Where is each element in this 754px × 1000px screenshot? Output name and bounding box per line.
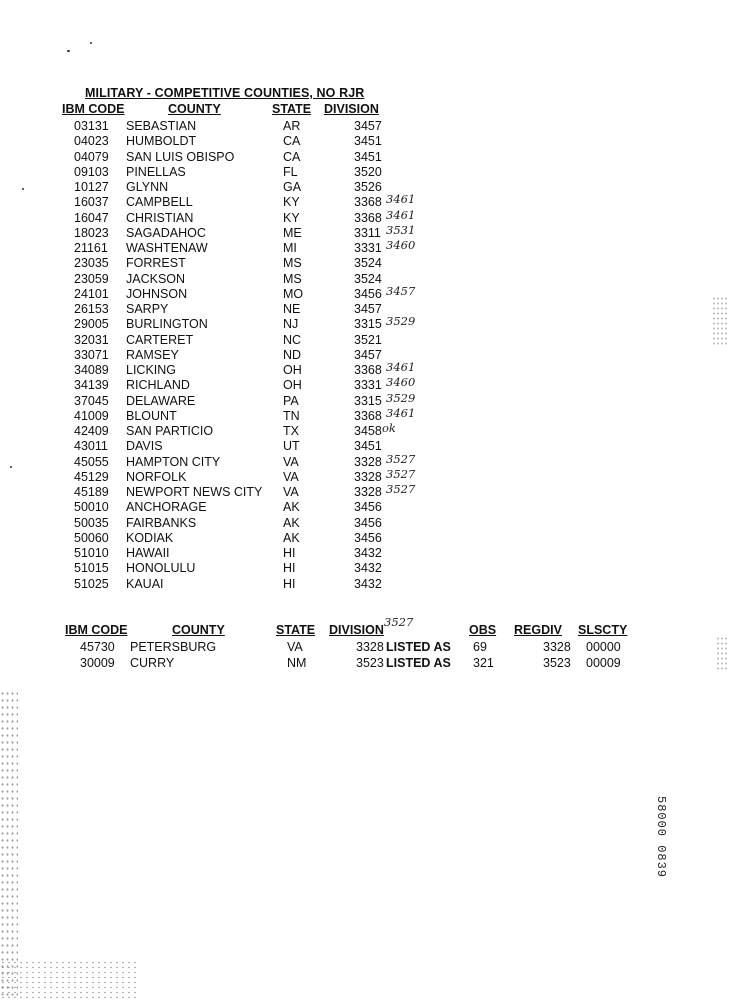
- table2-header-slscty: SLSCTY: [578, 623, 628, 637]
- state-cell: MS: [283, 271, 302, 286]
- division-cell: 3457: [354, 347, 382, 362]
- table2-header-regdiv: REGDIV: [514, 623, 562, 637]
- division-cell: 3331: [354, 241, 382, 255]
- ibm-code-cell: 51025: [74, 576, 109, 591]
- county-cell: CURRY: [130, 655, 175, 670]
- county-cell: NORFOLK: [126, 469, 187, 484]
- table-row: [0, 333, 754, 348]
- table-row: [0, 134, 754, 149]
- scan-speck: [90, 42, 92, 44]
- ibm-code-cell: 10127: [74, 180, 109, 194]
- county-cell: HUMBOLDT: [126, 134, 197, 149]
- division-cell: 3521: [354, 332, 382, 347]
- division-cell: 3368: [354, 195, 382, 210]
- table-row: [0, 192, 754, 210]
- ibm-code-cell: 50035: [74, 515, 109, 530]
- ibm-code-cell: 30009: [80, 655, 115, 670]
- division-cell: 3456: [354, 530, 382, 545]
- county-cell: DAVIS: [126, 439, 163, 454]
- state-cell: PA: [283, 393, 299, 408]
- division-cell: 3331: [354, 378, 382, 393]
- county-cell: LICKING: [126, 363, 177, 377]
- division-cell: 3328: [354, 469, 382, 484]
- state-cell: ME: [283, 225, 302, 240]
- county-cell: HAWAII: [126, 546, 170, 560]
- division-cell: 3524: [354, 256, 382, 271]
- county-cell: CARTERET: [126, 332, 194, 347]
- ibm-code-cell: 16047: [74, 210, 109, 225]
- county-cell: RAMSEY: [126, 347, 179, 362]
- state-cell: VA: [283, 485, 299, 499]
- division-cell: 3328: [354, 454, 382, 469]
- division-cell: 3368: [354, 363, 382, 377]
- slscty-cell: 00009: [586, 655, 621, 670]
- ibm-code-cell: 50060: [74, 530, 109, 545]
- state-cell: OH: [283, 378, 302, 393]
- county-cell: HONOLULU: [126, 561, 196, 576]
- table2-header-handwritten-note: 3527: [384, 615, 414, 629]
- table-row: [0, 577, 754, 592]
- table2-header-division: DIVISION: [329, 623, 384, 637]
- division-cell: 3456: [354, 500, 382, 515]
- county-cell: GLYNN: [126, 180, 169, 194]
- handwritten-division-note: 3461: [386, 207, 416, 222]
- scan-speck: [22, 188, 24, 190]
- table-row: [0, 656, 754, 671]
- county-cell: BLOUNT: [126, 408, 177, 423]
- handwritten-division-note: 3461: [386, 360, 416, 374]
- state-cell: CA: [283, 149, 301, 164]
- table-row: [0, 375, 754, 393]
- table-row: [0, 500, 754, 515]
- county-cell: CHRISTIAN: [126, 210, 194, 225]
- division-cell: 3520: [354, 164, 382, 179]
- county-cell: HAMPTON CITY: [126, 454, 221, 469]
- division-cell: 3315: [354, 393, 382, 408]
- ibm-code-cell: 32031: [74, 332, 109, 347]
- county-cell: NEWPORT NEWS CITY: [126, 485, 263, 499]
- state-cell: NJ: [283, 317, 299, 332]
- handwritten-division-note: 3527: [386, 482, 416, 496]
- division-cell: 3456: [354, 286, 382, 301]
- handwritten-division-note: 3457: [386, 283, 416, 298]
- state-cell: UT: [283, 439, 300, 454]
- table-row: [0, 238, 754, 256]
- ibm-code-cell: 43011: [74, 439, 108, 454]
- division-cell: 3526: [354, 180, 382, 194]
- table2-header-county: COUNTY: [172, 623, 225, 637]
- division-cell: 3523: [356, 655, 384, 670]
- division-cell: 3432: [354, 546, 382, 560]
- table-row: [0, 150, 754, 165]
- handwritten-division-note: 3527: [386, 466, 416, 481]
- county-cell: CAMPBELL: [126, 195, 193, 210]
- handwritten-division-note: 3529: [386, 390, 416, 405]
- handwritten-division-note: 3529: [386, 314, 416, 329]
- state-cell: MS: [283, 256, 302, 271]
- ibm-code-cell: 45730: [80, 640, 115, 654]
- handwritten-division-note: 3461: [386, 192, 416, 207]
- table-row: [0, 482, 754, 500]
- scan-bottom-noise: [0, 960, 140, 1000]
- table-row: [0, 314, 754, 332]
- state-cell: VA: [283, 454, 299, 469]
- ibm-code-cell: 45055: [74, 454, 109, 469]
- table2-header-state: STATE: [276, 623, 316, 637]
- handwritten-division-note: 3531: [386, 222, 416, 237]
- county-cell: PINELLAS: [126, 164, 186, 179]
- division-cell: 3456: [354, 515, 382, 530]
- division-cell: 3315: [354, 317, 382, 332]
- scan-speck: [10, 466, 12, 468]
- division-cell: 3451: [354, 149, 382, 164]
- state-cell: TX: [283, 424, 299, 438]
- county-cell: FAIRBANKS: [126, 515, 197, 530]
- table-row: [0, 165, 754, 180]
- table-row: [0, 531, 754, 546]
- state-cell: NE: [283, 302, 301, 316]
- state-cell: OH: [283, 363, 302, 377]
- division-cell: 3451: [354, 439, 382, 454]
- scan-right-noise: [712, 296, 728, 346]
- division-cell: 3368: [354, 210, 382, 225]
- county-cell: SEBASTIAN: [126, 119, 197, 133]
- table-row: [0, 348, 754, 363]
- handwritten-division-note: 3460: [386, 375, 416, 390]
- division-cell: 3328: [354, 485, 382, 499]
- table-row: [0, 360, 754, 378]
- county-cell: SAN PARTICIO: [126, 424, 214, 438]
- table-row: [0, 421, 754, 439]
- table2-header-obs: OBS: [469, 623, 497, 637]
- table-row: [0, 180, 754, 195]
- table-row: [0, 466, 754, 485]
- division-cell: 3451: [354, 134, 382, 149]
- table1-header-division: DIVISION: [324, 102, 379, 116]
- ibm-code-cell: 21161: [74, 241, 108, 255]
- county-cell: SARPY: [126, 302, 169, 316]
- table2-header-ibm-code: IBM CODE: [65, 623, 128, 637]
- division-cell: 3368: [354, 408, 382, 423]
- document-title: MILITARY - COMPETITIVE COUNTIES, NO RJR: [85, 86, 365, 100]
- obs-cell: 69: [473, 640, 487, 654]
- state-cell: HI: [283, 576, 296, 591]
- handwritten-division-note: ok: [382, 421, 396, 435]
- ibm-code-cell: 34139: [74, 378, 109, 393]
- table-row: [0, 561, 754, 576]
- state-cell: AK: [283, 515, 300, 530]
- scan-right-noise: [716, 636, 728, 672]
- ibm-code-cell: 24101: [74, 286, 109, 301]
- ibm-code-cell: 29005: [74, 317, 109, 332]
- state-cell: AK: [283, 530, 300, 545]
- scan-speck: [67, 50, 70, 52]
- state-cell: GA: [283, 180, 302, 194]
- table1-header-state: STATE: [272, 102, 312, 116]
- ibm-code-cell: 41009: [74, 408, 109, 423]
- ibm-code-cell: 45189: [74, 485, 109, 499]
- obs-cell: 321: [473, 655, 494, 670]
- division-cell: 3457: [354, 302, 382, 316]
- county-cell: SAN LUIS OBISPO: [126, 149, 235, 164]
- county-cell: WASHTENAW: [126, 241, 208, 255]
- county-cell: FORREST: [126, 256, 186, 271]
- county-cell: JOHNSON: [126, 286, 188, 301]
- table1-header-county: COUNTY: [168, 102, 221, 116]
- table-row: [0, 640, 754, 655]
- ibm-code-cell: 51015: [74, 561, 109, 576]
- state-cell: TN: [283, 408, 300, 423]
- ibm-code-cell: 51010: [74, 546, 109, 560]
- handwritten-division-note: 3527: [386, 451, 416, 466]
- division-cell: 3457: [354, 119, 382, 133]
- county-cell: SAGADAHOC: [126, 225, 206, 240]
- table-row: [0, 516, 754, 531]
- ibm-code-cell: 03131: [74, 119, 109, 133]
- ibm-code-cell: 45129: [74, 469, 109, 484]
- table-row: [0, 302, 754, 317]
- ibm-code-cell: 04023: [74, 134, 109, 149]
- handwritten-division-note: 3461: [386, 405, 416, 420]
- division-cell: 3524: [354, 271, 382, 286]
- ibm-code-cell: 26153: [74, 302, 109, 316]
- ibm-code-cell: 18023: [74, 225, 109, 240]
- table-row: [0, 439, 754, 454]
- document-stamp-number: 58000 0839: [654, 796, 668, 879]
- county-cell: ANCHORAGE: [126, 500, 207, 515]
- table-row: [0, 119, 754, 134]
- state-cell: HI: [283, 561, 296, 576]
- county-cell: JACKSON: [126, 271, 186, 286]
- handwritten-division-note: 3460: [386, 238, 416, 252]
- county-cell: BURLINGTON: [126, 317, 208, 332]
- state-cell: VA: [287, 640, 303, 654]
- listed-as-label: LISTED AS: [386, 655, 451, 670]
- state-cell: AR: [283, 119, 301, 133]
- state-cell: KY: [283, 210, 300, 225]
- ibm-code-cell: 23035: [74, 256, 109, 271]
- ibm-code-cell: 23059: [74, 271, 109, 286]
- division-cell: 3328: [356, 640, 384, 654]
- ibm-code-cell: 42409: [74, 424, 109, 438]
- state-cell: AK: [283, 500, 300, 515]
- state-cell: NM: [287, 655, 307, 670]
- state-cell: FL: [283, 164, 298, 179]
- ibm-code-cell: 09103: [74, 164, 109, 179]
- state-cell: ND: [283, 347, 302, 362]
- table1-header-ibm-code: IBM CODE: [62, 102, 125, 116]
- listed-as-label: LISTED AS: [386, 640, 451, 654]
- ibm-code-cell: 34089: [74, 363, 109, 377]
- state-cell: CA: [283, 134, 301, 149]
- county-cell: PETERSBURG: [130, 640, 217, 654]
- state-cell: KY: [283, 195, 300, 210]
- county-cell: KAUAI: [126, 576, 164, 591]
- table-row: [0, 207, 754, 226]
- scan-edge-noise: [0, 690, 18, 1000]
- regdiv-cell: 3328: [543, 640, 571, 654]
- state-cell: MO: [283, 286, 304, 301]
- ibm-code-cell: 37045: [74, 393, 109, 408]
- ibm-code-cell: 50010: [74, 500, 109, 515]
- table-row: [0, 256, 754, 271]
- state-cell: VA: [283, 469, 299, 484]
- state-cell: HI: [283, 546, 296, 560]
- county-cell: KODIAK: [126, 530, 174, 545]
- state-cell: NC: [283, 332, 302, 347]
- slscty-cell: 00000: [586, 640, 621, 654]
- table-row: [0, 272, 754, 287]
- ibm-code-cell: 16037: [74, 195, 109, 210]
- table-row: [0, 451, 754, 470]
- ibm-code-cell: 33071: [74, 347, 109, 362]
- division-cell: 3458: [354, 424, 382, 438]
- regdiv-cell: 3523: [543, 655, 571, 670]
- county-cell: DELAWARE: [126, 393, 196, 408]
- division-cell: 3311: [354, 225, 381, 240]
- county-cell: RICHLAND: [126, 378, 190, 393]
- table-row: [0, 546, 754, 561]
- ibm-code-cell: 04079: [74, 149, 109, 164]
- table-row: [0, 405, 754, 424]
- table-row: [0, 390, 754, 409]
- table-row: [0, 283, 754, 302]
- state-cell: MI: [283, 241, 297, 255]
- division-cell: 3432: [354, 561, 382, 576]
- division-cell: 3432: [354, 576, 382, 591]
- table-row: [0, 222, 754, 241]
